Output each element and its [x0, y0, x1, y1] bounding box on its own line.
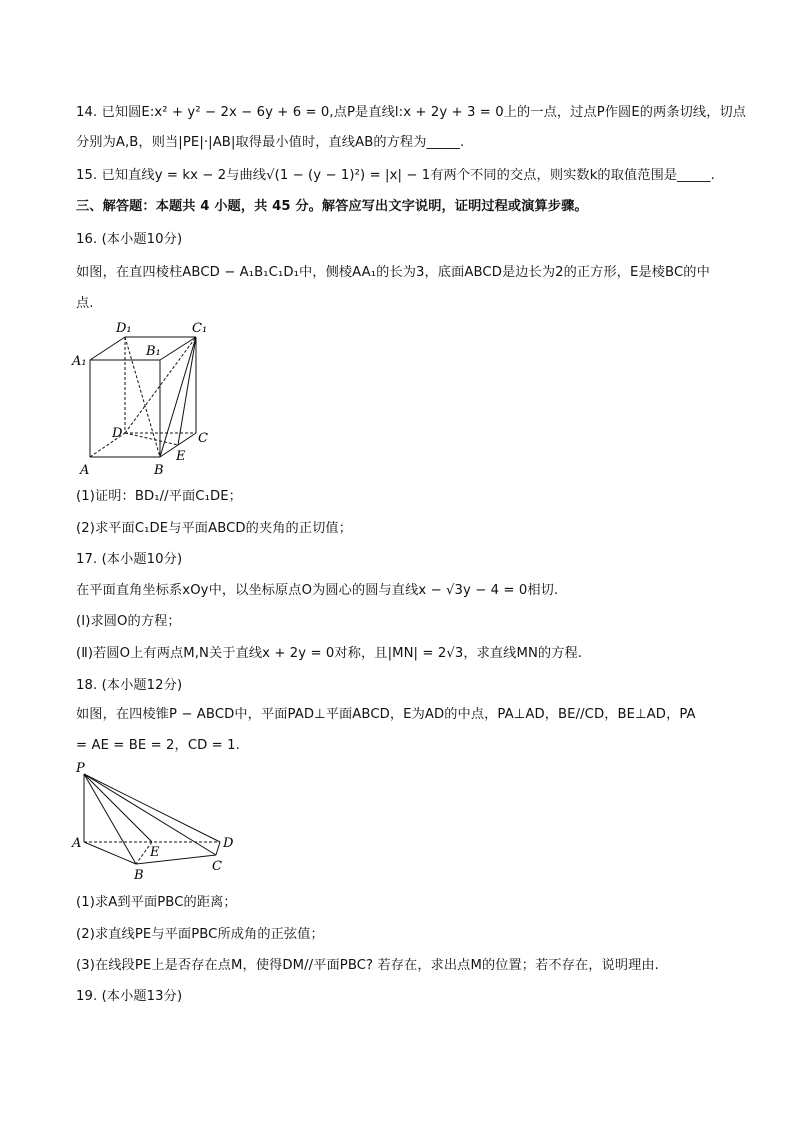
- edge-AB: [84, 842, 136, 864]
- q14-line2: 分别为A,B，则当|PE|·|AB|取得最小值时，直线AB的方程为_____.: [76, 135, 465, 150]
- label-E: E: [176, 449, 186, 464]
- q14-line1: 14. 已知圆E:x² + y² − 2x − 6y + 6 = 0,点P是直线l:x + 2y + 3 = 0上的一点，过点P作圆E的两条切线，切点: [76, 105, 747, 120]
- label-A: A: [72, 836, 82, 851]
- q17-part2: (Ⅱ)若圆O上有两点M,N关于直线x + 2y = 0对称，且|MN| = 2√3，求直线MN的方程.: [76, 646, 583, 661]
- q16-part2: (2)求平面C₁DE与平面ABCD的夹角的正切值；: [76, 521, 352, 536]
- edge-PC: [84, 774, 216, 855]
- q18-part2: (2)求直线PE与平面PBC所成角的正弦值；: [76, 927, 324, 942]
- label-P: P: [76, 761, 85, 776]
- q17-part1: (Ⅰ)求圆O的方程；: [76, 614, 181, 629]
- label-B: B: [154, 463, 164, 478]
- edge-BC: [136, 855, 216, 864]
- q16-stem-line1: 如图，在直四棱柱ABCD − A₁B₁C₁D₁中，侧棱AA₁的长为3，底面ABCD是边长为2的正方形，E是棱BC的中: [76, 265, 710, 280]
- label-A1: A₁: [72, 354, 87, 369]
- q17-title: 17. (本小题10分): [76, 552, 183, 567]
- prism-figure: [70, 315, 220, 480]
- section-header: 三、解答题：本题共 4 小题，共 45 分。解答应写出文字说明，证明过程或演算步骤。: [76, 199, 588, 214]
- q18-part1: (1)求A到平面PBC的距离；: [76, 895, 237, 910]
- q19-title: 19. (本小题13分): [76, 989, 183, 1004]
- q16-part1: (1)证明：BD₁//平面C₁DE；: [76, 489, 242, 504]
- edge-C1B: [160, 337, 196, 457]
- line-DE-hidden: [125, 433, 178, 445]
- q15-line: 15. 已知直线y = kx − 2与曲线√(1 − (y − 1)²) = |x| − 1有两个不同的交点，则实数k的取值范围是_____.: [76, 168, 715, 183]
- label-D: D: [112, 426, 123, 441]
- label-E: E: [150, 845, 160, 860]
- label-B: B: [134, 868, 144, 883]
- q18-stem-line2: = AE = BE = 2，CD = 1.: [76, 738, 240, 753]
- q18-title: 18. (本小题12分): [76, 678, 183, 693]
- label-A: A: [80, 463, 90, 478]
- q17-stem: 在平面直角坐标系xOy中，以坐标原点O为圆心的圆与直线x − √3y − 4 = 0相切.: [76, 583, 559, 598]
- q18-stem-line1: 如图，在四棱锥P − ABCD中，平面PAD⊥平面ABCD，E为AD的中点，PA⊥AD，BE//CD，BE⊥AD，PA: [76, 707, 696, 722]
- edge-C1E: [178, 337, 196, 445]
- label-C1: C₁: [192, 321, 208, 336]
- edge-PE: [84, 774, 152, 842]
- label-D1: D₁: [116, 321, 132, 336]
- label-D: D: [223, 836, 234, 851]
- q16-stem-line2: 点.: [76, 296, 94, 311]
- label-B1: B₁: [146, 344, 161, 359]
- edge-A1D1: [90, 337, 125, 360]
- edge-PD: [84, 774, 220, 842]
- pyramid-figure: [70, 760, 250, 885]
- q16-title: 16. (本小题10分): [76, 232, 183, 247]
- label-C: C: [198, 431, 208, 446]
- label-C: C: [212, 859, 222, 874]
- q18-part3: (3)在线段PE上是否存在点M，使得DM//平面PBC? 若存在，求出点M的位置；若不存在，说明理由.: [76, 958, 659, 973]
- edge-CD: [216, 842, 220, 855]
